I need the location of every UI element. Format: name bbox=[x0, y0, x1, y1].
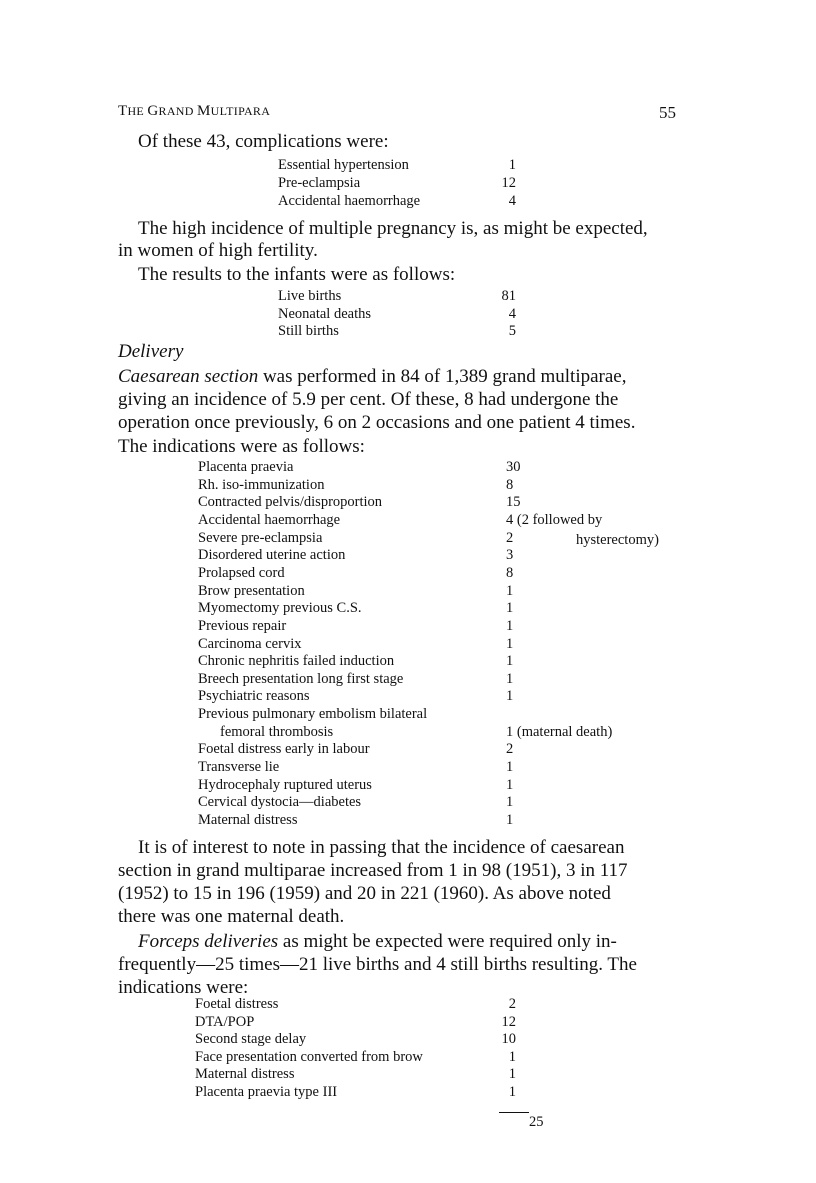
row-value: 1 (maternal death) bbox=[506, 723, 613, 740]
row-value: 1 bbox=[506, 759, 514, 776]
row-label: Essential hypertension bbox=[278, 157, 409, 173]
row-value: 3 bbox=[506, 547, 514, 564]
paragraph-line: The indications were as follows: bbox=[118, 436, 365, 457]
row-value: 1 bbox=[506, 582, 514, 599]
complications-intro: Of these 43, complications were: bbox=[138, 131, 389, 152]
row-label: Rh. iso-immunization bbox=[198, 476, 325, 493]
running-header: THE GRAND MULTIPARA bbox=[118, 103, 271, 119]
paragraph-line: frequently—25 times—21 live births and 4 still births resulting. The bbox=[118, 954, 637, 975]
row-value: 8 bbox=[506, 564, 514, 581]
row-label: Previous pulmonary embolism bilateral bbox=[198, 706, 428, 723]
forceps-total: 25 bbox=[529, 1114, 544, 1130]
row-label: Maternal distress bbox=[195, 1066, 295, 1083]
row-label: Severe pre-eclampsia bbox=[198, 529, 323, 546]
row-label: Previous repair bbox=[198, 617, 287, 634]
row-label: Cervical dystocia—diabetes bbox=[198, 794, 362, 811]
row-value: 1 bbox=[506, 812, 514, 828]
term-caesarean-section: Caesarean section bbox=[118, 366, 259, 387]
paragraph-line: Caesarean section was performed in 84 of 1,389 grand multiparae, bbox=[118, 366, 627, 387]
row-label: Live births bbox=[278, 288, 342, 304]
paragraph-line: The high incidence of multiple pregnancy is, as might be expected, bbox=[138, 218, 648, 239]
term-forceps-deliveries: Forceps deliveries bbox=[138, 931, 279, 952]
row-label: Foetal distress bbox=[195, 996, 279, 1012]
row-label: Foetal distress early in labour bbox=[198, 741, 370, 758]
row-value: 1 bbox=[506, 794, 514, 811]
row-label: Hydrocephaly ruptured uterus bbox=[198, 776, 372, 793]
row-label: Face presentation converted from brow bbox=[195, 1048, 423, 1065]
row-value: 2 bbox=[508, 996, 516, 1012]
row-value: 1 bbox=[508, 1048, 516, 1065]
row-label: Chronic nephritis failed induction bbox=[198, 653, 395, 670]
row-value: 4 bbox=[508, 193, 516, 209]
row-value: 15 bbox=[506, 494, 521, 511]
row-value: 4 (2 followed by bbox=[506, 511, 603, 528]
row-label: DTA/POP bbox=[195, 1013, 255, 1030]
section-heading-delivery: Delivery bbox=[118, 341, 184, 362]
row-value: 1 bbox=[506, 653, 514, 670]
infants-intro: The results to the infants were as follows: bbox=[138, 264, 456, 285]
paragraph-line: It is of interest to note in passing that the incidence of caesarean bbox=[138, 837, 625, 858]
paragraph-line: in women of high fertility. bbox=[118, 240, 318, 261]
row-label: Disordered uterine action bbox=[198, 547, 346, 564]
row-value: 12 bbox=[501, 175, 516, 191]
sum-rule bbox=[499, 1112, 529, 1113]
row-label: femoral thrombosis bbox=[220, 723, 334, 740]
row-value: 1 bbox=[508, 1084, 516, 1100]
row-value: 1 bbox=[508, 157, 516, 173]
page-number: 55 bbox=[659, 103, 676, 122]
paragraph-line: giving an incidence of 5.9 per cent. Of these, 8 had undergone the bbox=[118, 389, 619, 410]
paragraph-line: section in grand multiparae increased from 1 in 98 (1951), 3 in 117 bbox=[118, 860, 628, 881]
paragraph-line: indications were: bbox=[118, 977, 249, 998]
row-label: Prolapsed cord bbox=[198, 564, 285, 581]
row-label: Contracted pelvis/disproportion bbox=[198, 494, 383, 511]
row-label: Myomectomy previous C.S. bbox=[198, 600, 362, 617]
row-label: Placenta praevia type III bbox=[195, 1084, 338, 1100]
row-value: 1 bbox=[506, 670, 514, 687]
row-label: Neonatal deaths bbox=[278, 305, 372, 322]
row-value: 4 bbox=[508, 305, 516, 322]
row-value: 2 bbox=[506, 741, 514, 758]
row-label: Placenta praevia bbox=[198, 459, 294, 475]
hysterectomy-note: hysterectomy) bbox=[576, 532, 659, 548]
row-value: 8 bbox=[506, 476, 514, 493]
row-value: 10 bbox=[501, 1031, 516, 1048]
row-label: Maternal distress bbox=[198, 812, 298, 828]
row-label: Pre-eclampsia bbox=[278, 175, 361, 191]
paragraph-line: operation once previously, 6 on 2 occasions and one patient 4 times. bbox=[118, 412, 636, 433]
row-label: Second stage delay bbox=[195, 1031, 307, 1048]
row-value: 12 bbox=[501, 1013, 516, 1030]
row-label: Transverse lie bbox=[198, 759, 280, 776]
row-label: Accidental haemorrhage bbox=[198, 511, 341, 528]
paragraph-line: there was one maternal death. bbox=[118, 906, 345, 927]
row-value: 2 bbox=[506, 529, 514, 546]
row-value: 1 bbox=[506, 688, 514, 705]
row-label: Carcinoma cervix bbox=[198, 635, 302, 652]
row-value: 1 bbox=[506, 635, 514, 652]
row-value: 81 bbox=[501, 288, 516, 304]
row-label: Brow presentation bbox=[198, 582, 305, 599]
row-label: Accidental haemorrhage bbox=[278, 193, 421, 209]
row-value: 1 bbox=[506, 617, 514, 634]
row-value: 5 bbox=[508, 323, 516, 340]
row-label: Still births bbox=[278, 323, 339, 340]
paragraph-line: Forceps deliveries as might be expected were required only in- bbox=[138, 931, 617, 952]
paragraph-line: (1952) to 15 in 196 (1959) and 20 in 221 (1960). As above noted bbox=[118, 883, 611, 904]
row-value: 30 bbox=[506, 459, 521, 475]
row-label: Psychiatric reasons bbox=[198, 688, 310, 705]
row-value: 1 bbox=[506, 776, 514, 793]
row-value: 1 bbox=[506, 600, 514, 617]
row-label: Breech presentation long first stage bbox=[198, 670, 404, 687]
row-value: 1 bbox=[508, 1066, 516, 1083]
